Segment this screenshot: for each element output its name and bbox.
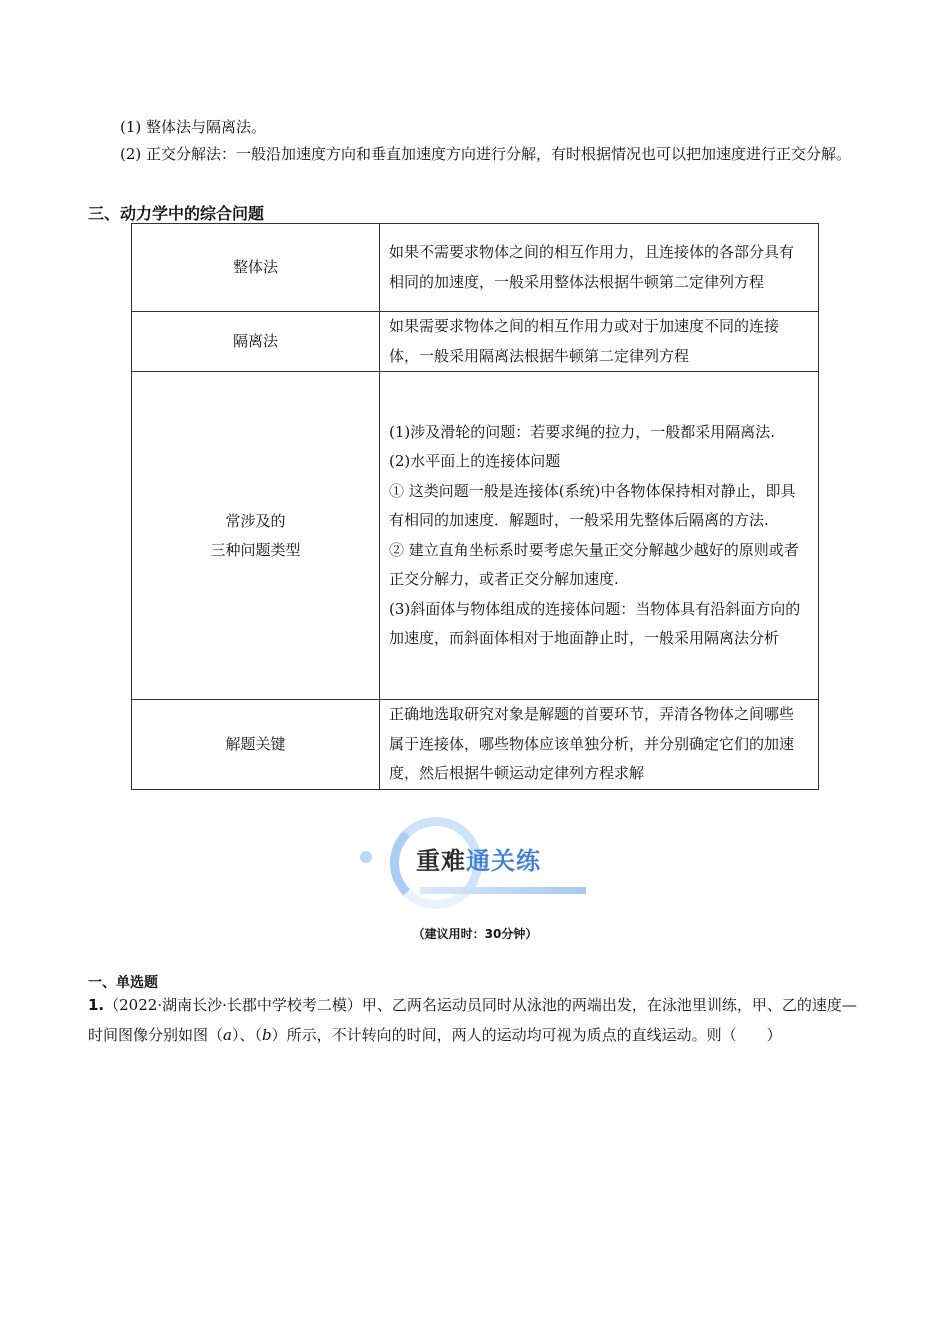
content-paragraph: 正确地选取研究对象是解题的首要环节，弄清各物体之间哪些属于连接体，哪些物体应该单独分析，并分别确定它们的加速度，然后根据牛顿运动定律列方程求解 [389,705,795,782]
content-paragraph: ① 这类问题一般是连接体(系统)中各物体保持相对静止，即具有相同的加速度．解题时，一般采用先整体后隔离的方法. [389,481,796,529]
practice-banner [356,813,588,901]
content-paragraph: (3)斜面体与物体组成的连接体问题：当物体具有沿斜面方向的加速度，而斜面体相对于地面静止时，一般采用隔离法分析 [389,599,801,647]
table-row [132,372,819,700]
question-number: 1. [88,996,105,1014]
row-content [380,372,819,700]
row-label-line: 三种问题类型 [210,540,301,559]
section-single-choice: 一、单选题 [88,975,158,991]
figure-label-b: b [261,1026,272,1044]
content-paragraph: (1)涉及滑轮的问题：若要求绳的拉力，一般都采用隔离法. [389,422,776,441]
method-item-2: (2) 正交分解法：一般沿加速度方向和垂直加速度方向进行分解，有时根据情况也可以把加速度进行正交分解。 [120,145,852,163]
row-label-line: 常涉及的 [225,511,286,530]
question-source: （2022·湖南长沙·长郡中学校考二模） [104,996,362,1014]
summary-table [131,223,819,790]
content-paragraph: (2)水平面上的连接体问题 [389,452,561,470]
question-text: ）、（ [231,1026,262,1044]
content-paragraph: 如果需要求物体之间的相互作用力或对于加速度不同的连接体，一般采用隔离法根据牛顿第二定律列方程 [389,317,780,365]
content-paragraph: ② 建立直角坐标系时要考虑矢量正交分解越少越好的原则或者正交分解力，或者正交分解加速度. [389,540,799,588]
row-label: 解题关键 [132,700,380,790]
row-label: 整体法 [132,224,380,312]
figure-label-a: a [223,1026,232,1044]
method-item-1: (1) 整体法与隔离法。 [120,118,267,136]
banner-title-dark: 重难 [416,847,466,875]
banner-bar-decoration [420,887,586,894]
row-content [380,224,819,312]
question-text: 甲、乙两名运动员同时从泳池的两端出发，在泳池里训练，甲、乙的速度—时间图像分别如图（ [88,996,857,1044]
row-content [380,700,819,790]
banner-title-blue: 通关练 [466,847,541,875]
row-content [380,312,819,372]
section-heading: 三、动力学中的综合问题 [88,204,265,223]
question-1 [88,990,866,1050]
table-row [132,224,819,312]
table-row [132,700,819,790]
row-label [132,372,380,700]
question-text: ）所示，不计转向的时间，两人的运动均可视为质点的直线运动。则（ ） [271,1026,782,1044]
suggested-time: （建议用时：30分钟） [412,927,538,941]
banner-dot-decoration [360,851,372,863]
content-paragraph: 如果不需要求物体之间的相互作用力，且连接体的各部分具有相同的加速度，一般采用整体法根据牛顿第二定律列方程 [389,243,795,291]
table-row [132,312,819,372]
row-label: 隔离法 [132,312,380,372]
banner-title [416,841,541,876]
